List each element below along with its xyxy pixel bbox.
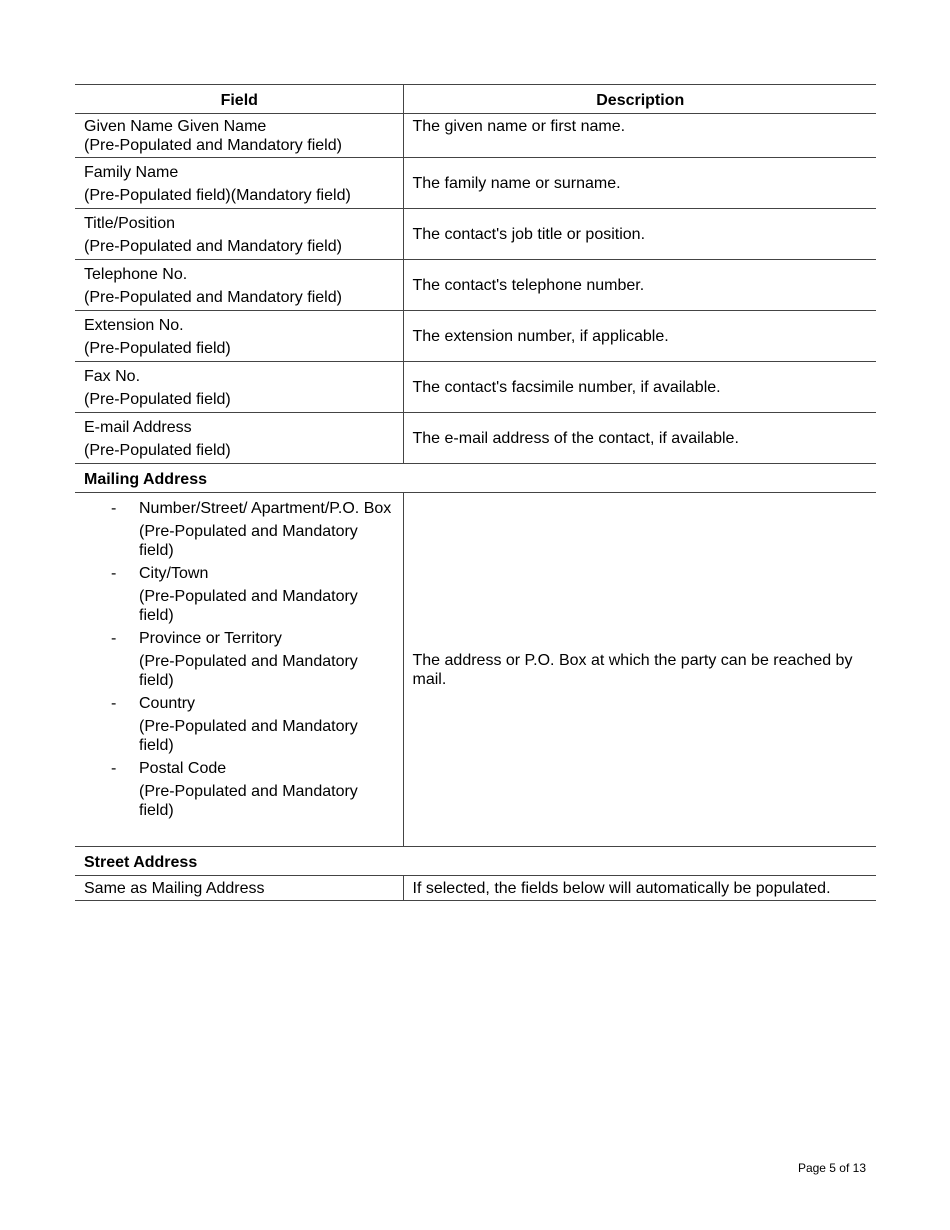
field-name: Extension No. — [84, 316, 184, 334]
description-cell: The contact's job title or position. — [403, 209, 876, 260]
table-row — [75, 158, 876, 209]
field-name: City/Town — [139, 565, 209, 582]
field-name: Title/Position — [84, 214, 175, 232]
description-cell: The given name or first name. — [403, 114, 876, 158]
dash-bullet: - — [111, 500, 117, 517]
field-note: (Pre-Populated and Mandatory field) — [139, 653, 358, 689]
list-item — [84, 564, 395, 625]
header-description: Description — [403, 85, 876, 114]
list-item — [84, 499, 395, 560]
list-item — [84, 629, 395, 690]
description-cell: The family name or surname. — [403, 158, 876, 209]
field-note: (Pre-Populated and Mandatory field) — [84, 137, 342, 154]
field-cell — [75, 209, 403, 260]
table-header-row — [75, 85, 876, 114]
mailing-address-list — [84, 499, 395, 844]
field-note: (Pre-Populated and Mandatory field) — [139, 718, 358, 754]
field-cell — [75, 114, 403, 158]
description-cell: If selected, the fields below will automatically be populated. — [403, 876, 876, 901]
field-note: (Pre-Populated and Mandatory field) — [139, 783, 358, 819]
description-cell: The e-mail address of the contact, if available. — [403, 413, 876, 464]
header-field: Field — [75, 85, 403, 114]
field-cell — [75, 158, 403, 209]
table-row — [75, 311, 876, 362]
field-name: Number/Street/ Apartment/P.O. Box — [139, 500, 392, 517]
field-cell: Same as Mailing Address — [75, 876, 403, 901]
table-row — [75, 413, 876, 464]
field-name: Family Name — [84, 163, 179, 181]
field-description-table — [75, 84, 876, 901]
field-note: (Pre-Populated field)(Mandatory field) — [84, 186, 351, 204]
field-cell — [75, 493, 403, 847]
table-row — [75, 876, 876, 901]
description-cell: The extension number, if applicable. — [403, 311, 876, 362]
list-item — [84, 694, 395, 755]
field-cell — [75, 413, 403, 464]
section-row-mailing-address — [75, 464, 876, 493]
table-row — [75, 209, 876, 260]
page-number: Page 5 of 13 — [797, 1161, 866, 1175]
dash-bullet: - — [111, 760, 117, 777]
field-name: Given Name Given Name — [84, 118, 267, 135]
table-row-mailing-address — [75, 493, 876, 847]
field-note: (Pre-Populated and Mandatory field) — [84, 288, 342, 306]
field-name: Fax No. — [84, 367, 141, 385]
field-name: E-mail Address — [84, 418, 192, 436]
field-name: Country — [139, 695, 196, 712]
table-row — [75, 114, 876, 158]
description-cell: The contact's facsimile number, if available. — [403, 362, 876, 413]
field-note: (Pre-Populated and Mandatory field) — [84, 237, 342, 255]
description-cell: The address or P.O. Box at which the party can be reached by mail. — [403, 493, 876, 847]
field-note: (Pre-Populated field) — [84, 339, 231, 357]
section-heading: Street Address — [75, 847, 876, 876]
field-name: Postal Code — [139, 760, 227, 777]
dash-bullet: - — [111, 630, 117, 647]
field-cell — [75, 362, 403, 413]
field-cell — [75, 260, 403, 311]
dash-bullet: - — [111, 695, 117, 712]
section-row-street-address — [75, 847, 876, 876]
description-cell: The contact's telephone number. — [403, 260, 876, 311]
list-item — [84, 759, 395, 820]
table-row — [75, 362, 876, 413]
table-row — [75, 260, 876, 311]
field-note: (Pre-Populated and Mandatory field) — [139, 588, 358, 624]
dash-bullet: - — [111, 565, 117, 582]
field-note: (Pre-Populated field) — [84, 390, 231, 408]
field-name: Telephone No. — [84, 265, 188, 283]
field-note: (Pre-Populated and Mandatory field) — [139, 523, 358, 559]
field-note: (Pre-Populated field) — [84, 441, 231, 459]
section-heading: Mailing Address — [75, 464, 876, 493]
field-name: Province or Territory — [139, 630, 282, 647]
field-cell — [75, 311, 403, 362]
